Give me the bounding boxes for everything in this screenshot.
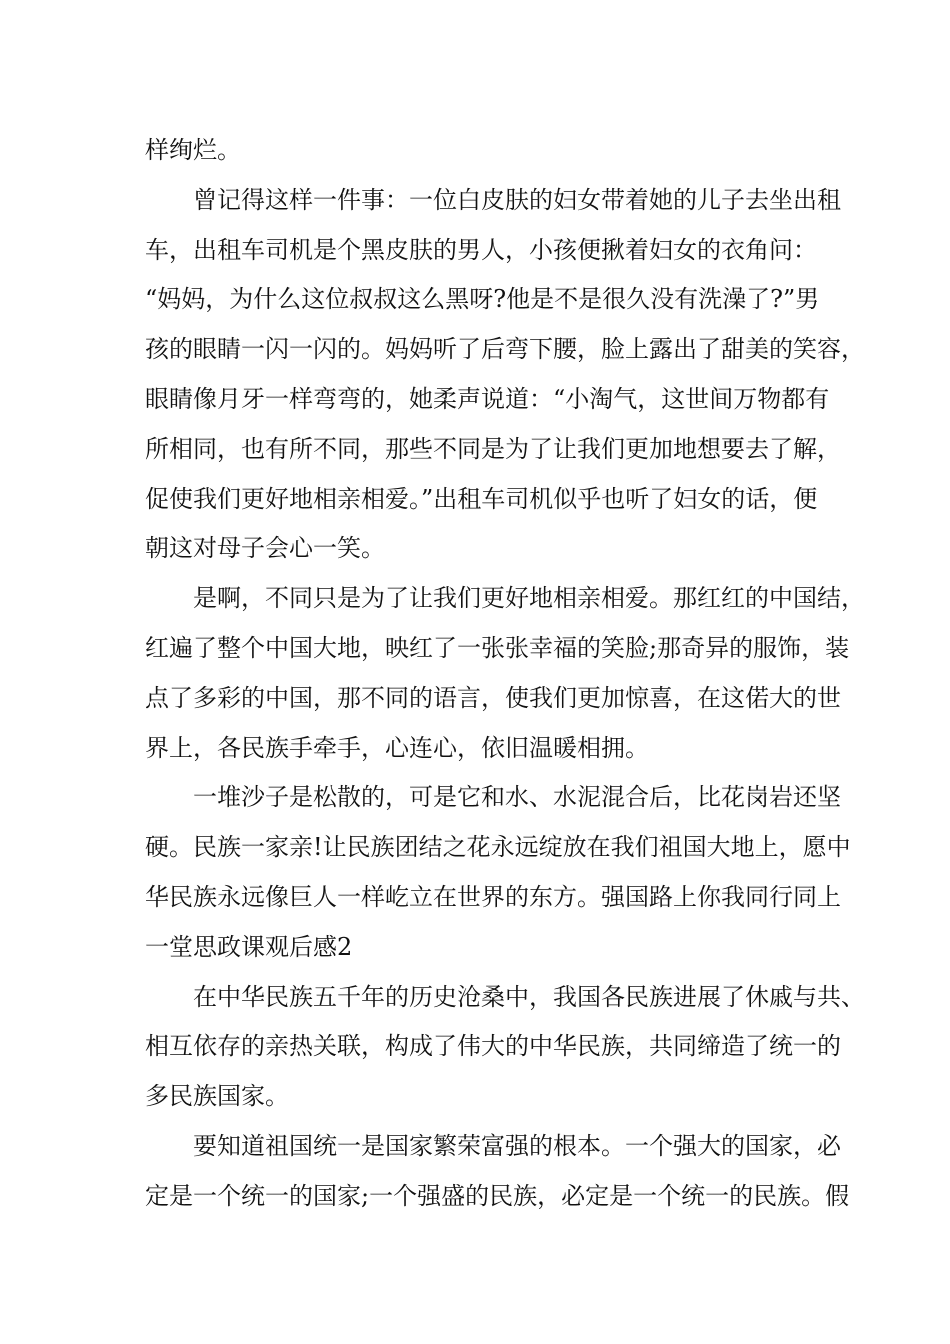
text-line: 眼睛像月牙一样弯弯的，她柔声说道：“小淘气，这世间万物都有 (145, 384, 830, 413)
text-line: 促使我们更好地相亲相爱。”出租车司机似乎也听了妇女的话，便 (145, 484, 818, 513)
text-line: 所相同，也有所不同，那些不同是为了让我们更加地想要去了解， (145, 434, 841, 463)
text-line: 红遍了整个中国大地，映红了一张张幸福的笑脸;那奇异的服饰，装 (145, 633, 850, 662)
text-line: 朝这对母子会心一笑。 (145, 534, 385, 563)
text-line: 是啊，不同只是为了让我们更好地相亲相爱。那红红的中国结， (193, 584, 865, 613)
section-heading: 一堂思政课观后感2 (145, 932, 353, 961)
text-line: 样绚烂。 (145, 136, 241, 164)
text-line: 多民族国家。 (145, 1082, 289, 1111)
text-line: 界上，各民族手牵手，心连心，依旧温暖相拥。 (145, 733, 649, 762)
text-line: 车，出租车司机是个黑皮肤的男人，小孩便揪着妇女的衣角问： (145, 235, 817, 264)
text-line: 相互依存的亲热关联，构成了伟大的中华民族，共同缔造了统一的 (145, 1032, 841, 1061)
text-line: 硬。民族一家亲!让民族团结之花永远绽放在我们祖国大地上，愿中 (145, 833, 851, 862)
text-line: “妈妈，为什么这位叔叔这么黑呀?他是不是很久没有洗澡了?”男 (145, 285, 820, 314)
text-line: 在中华民族五千年的历史沧桑中，我国各民族进展了休戚与共、 (193, 982, 865, 1011)
text-line: 一堆沙子是松散的，可是它和水、水泥混合后，比花岗岩还坚 (193, 783, 841, 812)
text-line: 点了多彩的中国，那不同的语言，使我们更加惊喜，在这偌大的世 (145, 683, 841, 712)
text-line: 定是一个统一的国家;一个强盛的民族，必定是一个统一的民族。假 (145, 1181, 850, 1210)
text-line: 要知道祖国统一是国家繁荣富强的根本。一个强大的国家，必 (193, 1131, 841, 1160)
text-line: 华民族永远像巨人一样屹立在世界的东方。强国路上你我同行同上 (145, 882, 841, 911)
text-line: 曾记得这样一件事：一位白皮肤的妇女带着她的儿子去坐出租 (193, 185, 841, 214)
body-text (145, 126, 865, 1222)
text-line: 孩的眼睛一闪一闪的。妈妈听了后弯下腰，脸上露出了甜美的笑容， (145, 335, 865, 364)
